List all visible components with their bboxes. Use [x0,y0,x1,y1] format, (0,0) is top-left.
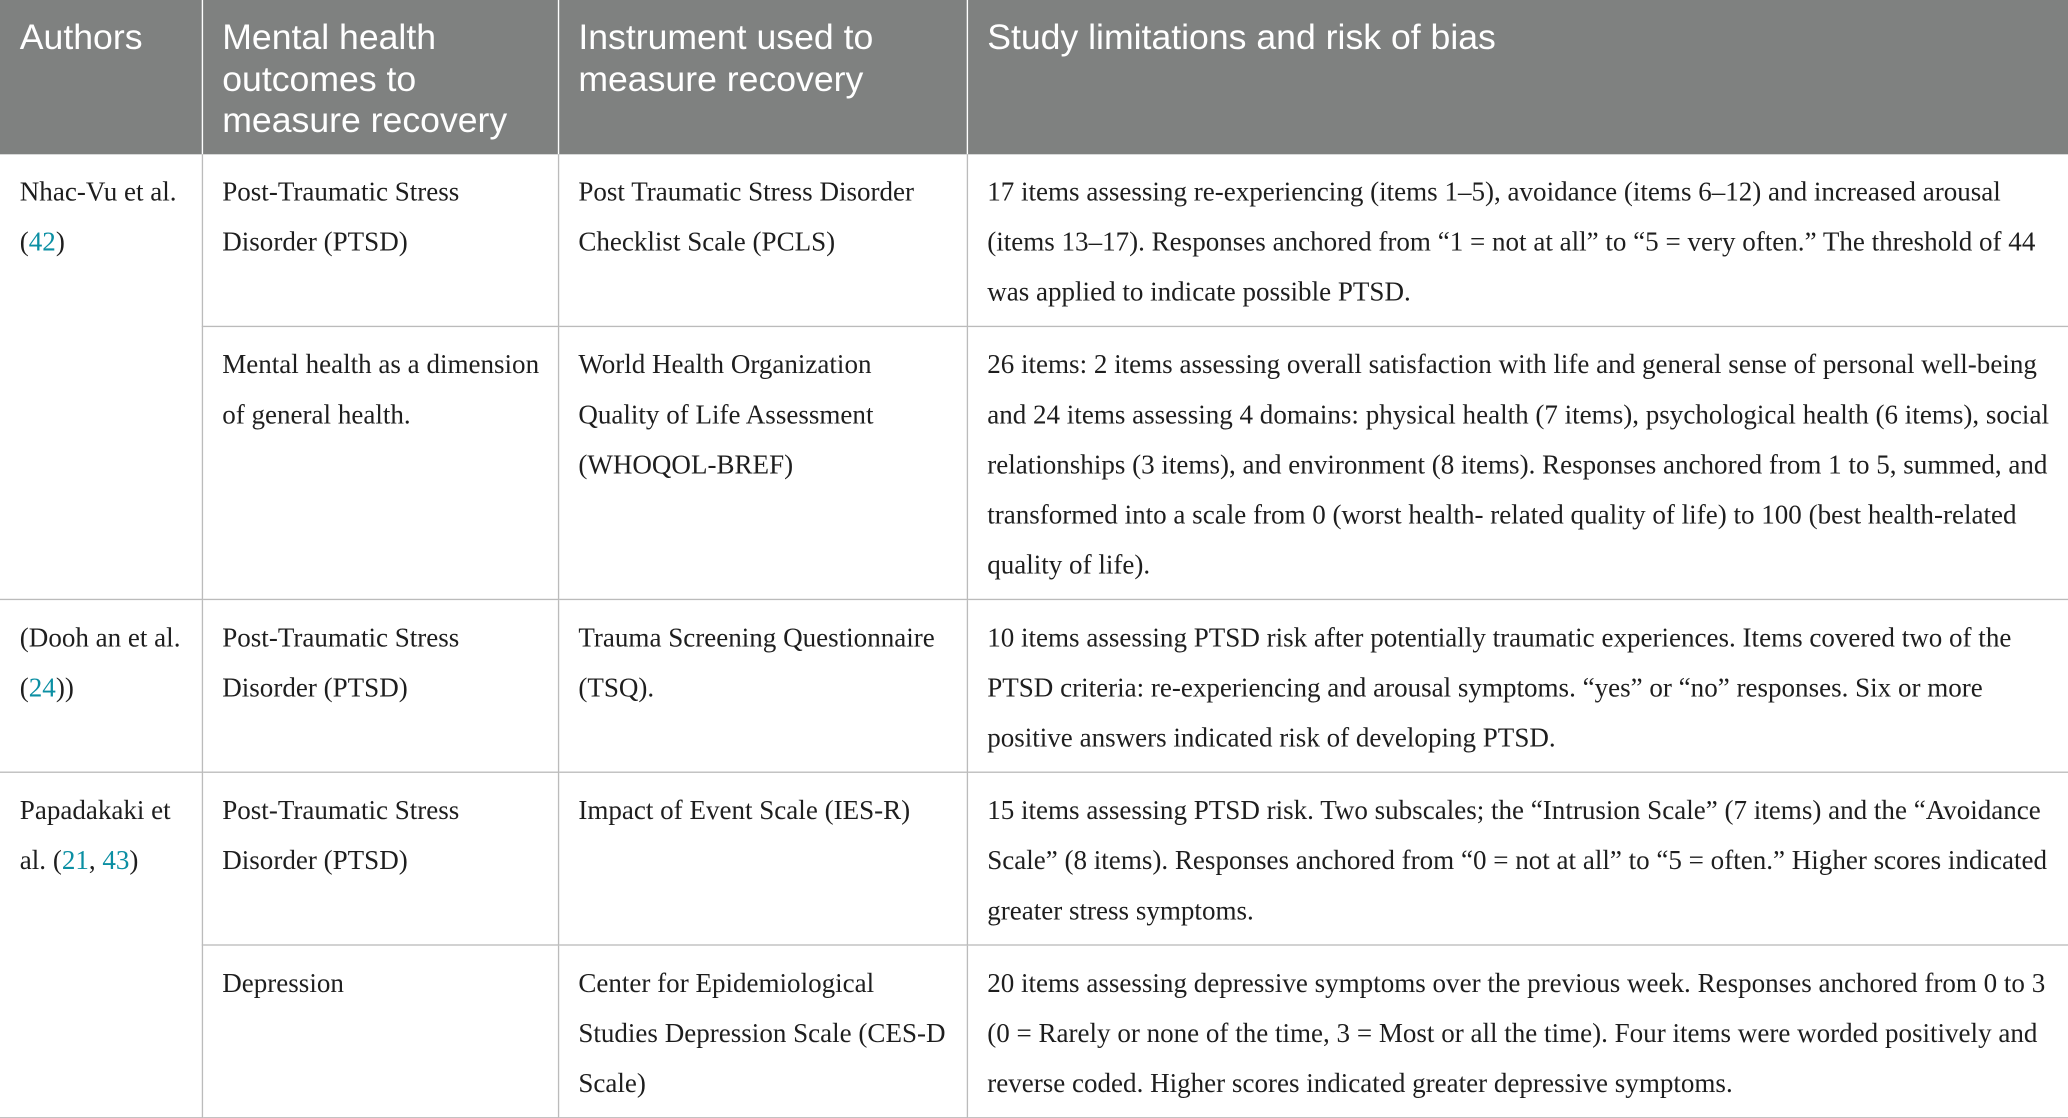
outcome-cell: Depression [202,945,558,1118]
limitations-cell: 20 items assessing depressive symptoms over the previous week. Responses anchored from 0 to 3 (0 = Rarely or none of the time, 3 = Most or all the time). Four items were worded positively and reverse coded. Higher scores indicated greater depressive symptoms. [967,945,2068,1118]
limitations-cell: 26 items: 2 items assessing overall satisfaction with life and general sense of personal well-being and 24 items assessing 4 domains: physical health (7 items), psychological health (6 items), social relationships (3 items), and environment (8 items). Responses anchored from 1 to 5, summed, and transformed into a scale from 0 (worst health- related quality of life) to 100 (best health-related quality of life). [967,326,2068,599]
reference-link[interactable]: 43 [102,846,130,876]
author-cell [0,599,202,772]
author-name: (Dooh an et al. ( [19,623,181,703]
table-header [0,0,2068,154]
author-name: Papadakaki et al. ( [19,796,171,876]
reference-link[interactable]: 24 [28,673,56,703]
author-cell [0,154,202,599]
header-limitations: Study limitations and risk of bias [967,0,2068,154]
table-row [0,326,2068,599]
table-body [0,154,2068,1117]
author-suffix: ) [129,846,139,876]
header-instrument: Instrument used to measure recovery [558,0,967,154]
header-row [0,0,2068,154]
limitations-cell: 10 items assessing PTSD risk after potentially traumatic experiences. Items covered two of the PTSD criteria: re-experiencing and arousal symptoms. “yes” or “no” responses. Six or more positive answers indicated risk of developing PTSD. [967,599,2068,772]
outcome-cell: Post-Traumatic Stress Disorder (PTSD) [202,772,558,945]
table-row [0,772,2068,945]
author-suffix: )) [55,673,74,703]
header-authors: Authors [0,0,202,154]
instrument-cell: Trauma Screening Questionnaire (TSQ). [558,599,967,772]
table-row [0,154,2068,326]
author-name: Nhac-Vu et al. ( [19,178,177,258]
header-outcomes: Mental health outcomes to measure recovery [202,0,558,154]
reference-separator: , [88,846,103,876]
outcome-cell: Mental health as a dimension of general health. [202,326,558,599]
instrument-cell: World Health Organization Quality of Life Assessment (WHOQOL-BREF) [558,326,967,599]
limitations-cell: 17 items assessing re-experiencing (items 1–5), avoidance (items 6–12) and increased arousal (items 13–17). Responses anchored from “1 = not at all” to “5 = very often.” The threshold of 44 was applied to indicate possible PTSD. [967,154,2068,326]
instrument-cell: Post Traumatic Stress Disorder Checklist Scale (PCLS) [558,154,967,326]
instrument-cell: Center for Epidemiological Studies Depression Scale (CES-D Scale) [558,945,967,1118]
instrument-cell: Impact of Event Scale (IES-R) [558,772,967,945]
reference-link[interactable]: 21 [61,846,89,876]
reference-link[interactable]: 42 [28,228,56,258]
author-cell [0,772,202,1118]
limitations-cell: 15 items assessing PTSD risk. Two subscales; the “Intrusion Scale” (7 items) and the “Avoidance Scale” (8 items). Responses anchored from “0 = not at all” to “5 = often.” Higher scores indicated greater stress symptoms. [967,772,2068,945]
table-row [0,945,2068,1118]
outcome-cell: Post-Traumatic Stress Disorder (PTSD) [202,154,558,326]
author-suffix: ) [55,228,65,258]
outcome-cell: Post-Traumatic Stress Disorder (PTSD) [202,599,558,772]
table-row [0,599,2068,772]
